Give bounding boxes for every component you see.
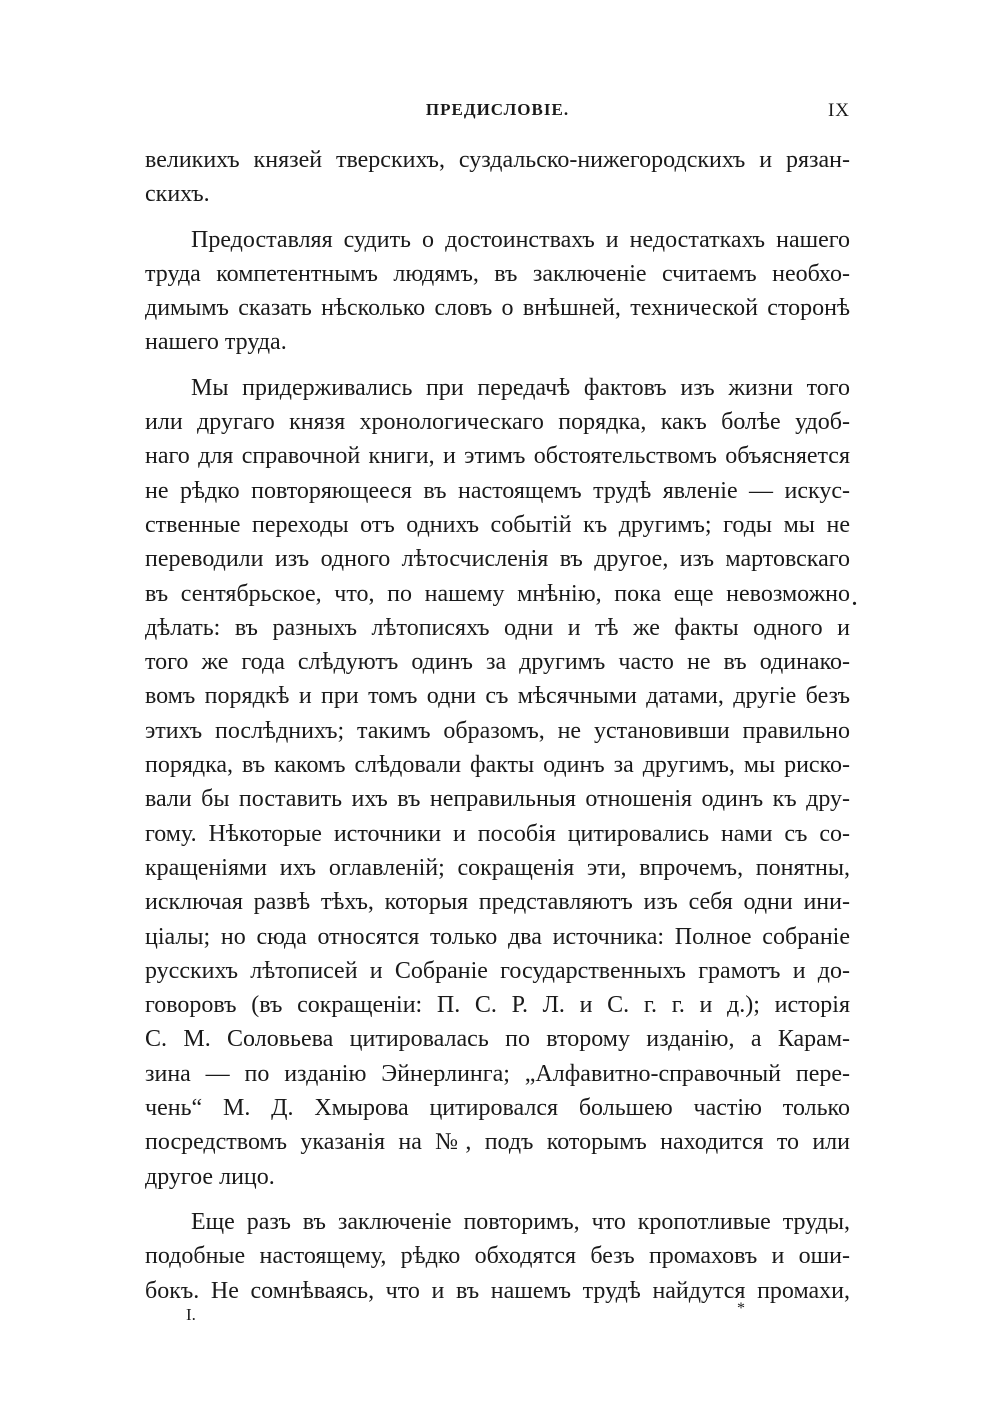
text-line: переводили изъ одного лѣтосчисленія въ другое, изъ мартовскаго	[145, 546, 850, 573]
text-line: вали бы поставить ихъ въ неправильныя отношенія одинъ къ дру-	[145, 786, 850, 813]
text-line: говоровъ (въ сокращеніи: П. С. Р. Л. и С. г. г. и д.); исторія	[145, 992, 850, 1019]
text-line: того же года слѣдуютъ одинъ за другимъ часто не въ одинако-	[145, 649, 850, 676]
paragraph-assessment	[145, 223, 850, 360]
text-line: вомъ порядкѣ и при томъ одни съ мѣсячными датами, другіе безъ	[145, 683, 850, 710]
text-line: исключая развѣ тѣхъ, которыя представляютъ изъ себя одни ини-	[145, 889, 850, 916]
running-head	[145, 100, 850, 130]
text-line: русскихъ лѣтописей и Собраніе государственныхъ грамотъ и до-	[145, 957, 850, 984]
paragraph-continuation	[145, 143, 850, 212]
text-line: Еще разъ въ заключеніе повторимъ, что кропотливые труды,	[191, 1208, 850, 1235]
signature-mark: I.	[186, 1305, 196, 1324]
text-line: другое лицо.	[145, 1163, 275, 1190]
text-line: скихъ.	[145, 181, 210, 208]
text-line: бокъ. Не сомнѣваясь, что и въ нашемъ трудѣ найдутся промахи,	[145, 1277, 850, 1304]
text-line: порядка, въ какомъ слѣдовали факты одинъ за другимъ, мы риско-	[145, 752, 850, 779]
text-line: нашего труда.	[145, 329, 287, 356]
text-line: не рѣдко повторяющееся въ настоящемъ трудѣ явленіе — искус-	[145, 477, 850, 504]
stray-dot-mark: .	[852, 588, 857, 610]
text-line: въ сентябрьское, что, по нашему мнѣнію, пока еще невозможно	[145, 580, 850, 607]
text-line: Мы придерживались при передачѣ фактовъ изъ жизни того	[191, 374, 850, 401]
page-number: IX	[827, 100, 850, 121]
text-line: труда компетентнымъ людямъ, въ заключеніе считаемъ необхо-	[145, 260, 850, 287]
text-line: этихъ послѣднихъ; такимъ образомъ, не установивши правильно	[145, 717, 850, 744]
text-line: чень“ М. Д. Хмырова цитировался большею частію только	[145, 1095, 850, 1122]
text-line: ціалы; но сюда относятся только два источника: Полное собраніе	[145, 923, 850, 950]
text-line: гому. Нѣкоторые источники и пособія цитировались нами съ со-	[145, 820, 850, 847]
body-text	[145, 143, 850, 1308]
text-line: наго для справочной книги, и этимъ обстоятельствомъ объясняется	[145, 443, 850, 470]
text-line: кращеніями ихъ оглавленій; сокращенія эти, впрочемъ, понятны,	[145, 854, 850, 881]
text-line: димымъ сказать нѣсколько словъ о внѣшней, технической сторонѣ	[145, 295, 850, 322]
text-line: подобные настоящему, рѣдко обходятся безъ промаховъ и оши-	[145, 1243, 850, 1270]
running-title: ПРЕДИСЛОВІЕ.	[425, 100, 570, 119]
paragraph-conclusion	[145, 1205, 850, 1308]
text-line: зина — по изданію Эйнерлинга; „Алфавитно-справочный пере-	[145, 1060, 850, 1087]
paragraph-method	[145, 371, 850, 1194]
signature-asterisk: *	[737, 1300, 745, 1317]
text-line: дѣлать: въ разныхъ лѣтописяхъ одни и тѣ же факты одного и	[145, 614, 850, 641]
text-line: великихъ князей тверскихъ, суздальско-нижегородскихъ и рязан-	[145, 147, 850, 173]
text-line: Предоставляя судить о достоинствахъ и недостаткахъ нашего	[191, 226, 850, 253]
text-line: С. М. Соловьева цитировалась по второму изданію, а Карам-	[145, 1026, 850, 1053]
text-line: или другаго князя хронологическаго порядка, какъ болѣе удоб-	[145, 409, 850, 436]
text-line: посредствомъ указанія на №, подъ которымъ находится то или	[145, 1129, 850, 1156]
text-line: ственные переходы отъ однихъ событій къ другимъ; годы мы не	[145, 511, 850, 538]
